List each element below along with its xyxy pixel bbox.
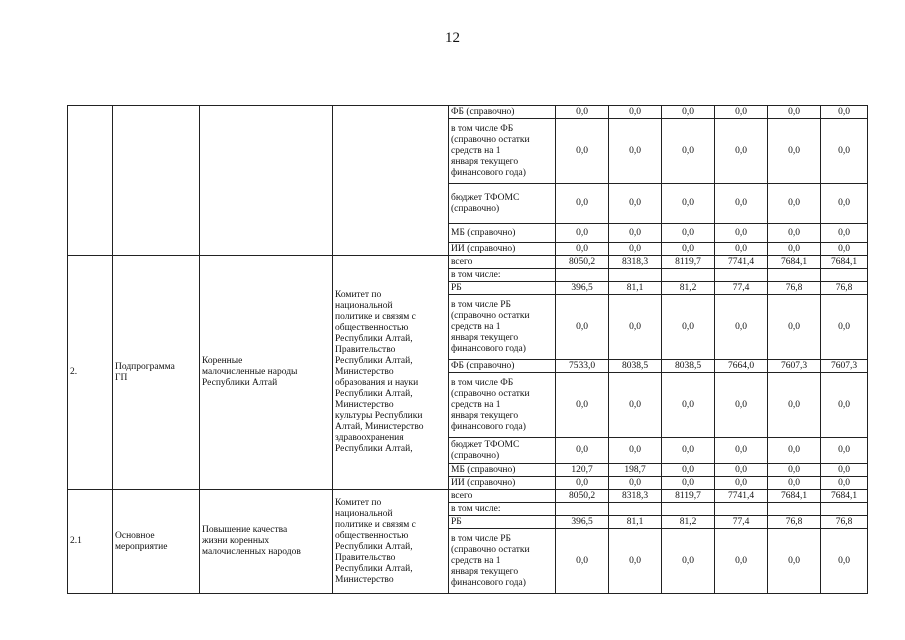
- value-cell: [556, 243, 609, 256]
- value-cell: [715, 269, 768, 282]
- item-type-cell-text: Подпрограмма ГП: [115, 361, 175, 383]
- funding-source-cell: [449, 529, 556, 594]
- item-type-cell: [113, 256, 200, 490]
- value-cell-text: 0,0: [838, 445, 850, 455]
- value-cell: [821, 269, 868, 282]
- value-cell: [821, 106, 868, 119]
- value-cell: [662, 360, 715, 373]
- funding-source-cell: [449, 490, 556, 503]
- value-cell: [662, 243, 715, 256]
- funding-source-cell: [449, 503, 556, 516]
- value-cell: [768, 106, 821, 119]
- value-cell: [768, 516, 821, 529]
- funding-source-cell: [449, 464, 556, 477]
- value-cell: [768, 360, 821, 373]
- value-cell: [556, 282, 609, 295]
- funding-source-cell-text: в том числе ФБ (справочно остатки средств на 1 января текущего финансового года): [451, 377, 530, 432]
- funding-source-cell-text: ИИ (справочно): [451, 243, 516, 254]
- value-cell: [609, 490, 662, 503]
- value-cell: [609, 360, 662, 373]
- value-cell: [715, 282, 768, 295]
- funding-source-cell: [449, 477, 556, 490]
- value-cell-text: 81,1: [626, 516, 644, 527]
- funding-source-cell: [449, 373, 556, 438]
- value-cell-text: 0,0: [576, 198, 588, 208]
- value-cell: [556, 373, 609, 438]
- value-cell: [768, 503, 821, 516]
- value-cell-text: 7684,1: [830, 490, 858, 501]
- value-cell-text: 0,0: [838, 243, 850, 254]
- value-cell-text: 0,0: [576, 477, 588, 488]
- budget-table: [67, 105, 868, 594]
- value-cell: [821, 282, 868, 295]
- value-cell: [715, 119, 768, 184]
- funding-source-cell: [449, 438, 556, 464]
- funding-source-cell-text: всего: [451, 256, 473, 267]
- value-cell: [821, 243, 868, 256]
- value-cell-text: 7684,1: [830, 256, 858, 267]
- funding-source-cell-text: ФБ (справочно): [451, 106, 515, 117]
- value-cell-text: 0,0: [735, 106, 747, 117]
- funding-source-cell: [449, 224, 556, 243]
- item-name-cell: [200, 256, 333, 490]
- value-cell-text: 8119,7: [675, 490, 701, 501]
- table-row: [68, 106, 868, 119]
- value-cell-text: 0,0: [629, 243, 641, 254]
- value-cell: [768, 477, 821, 490]
- value-cell-text: 0,0: [576, 445, 588, 455]
- value-cell-text: 0,0: [788, 445, 800, 455]
- item-name-cell: [200, 490, 333, 594]
- value-cell-text: 0,0: [735, 399, 747, 410]
- value-cell: [556, 529, 609, 594]
- value-cell: [556, 295, 609, 360]
- value-cell: [609, 529, 662, 594]
- value-cell: [609, 295, 662, 360]
- page-number: 12: [445, 30, 460, 46]
- value-cell: [715, 360, 768, 373]
- value-cell-text: 0,0: [576, 321, 588, 332]
- value-cell-text: 81,2: [679, 282, 697, 293]
- value-cell-text: 76,8: [785, 516, 803, 527]
- value-cell: [609, 106, 662, 119]
- value-cell-text: 0,0: [682, 243, 694, 254]
- funding-source-cell-text: ФБ (справочно): [451, 360, 515, 371]
- funding-source-cell: [449, 119, 556, 184]
- value-cell-text: 0,0: [838, 321, 850, 332]
- executor-cell: [333, 256, 449, 490]
- item-name-cell-text: Повышение качества жизни коренных малочисленных народов: [202, 525, 301, 557]
- item-type-cell: [113, 490, 200, 594]
- funding-source-cell-text: МБ (справочно): [451, 227, 516, 238]
- value-cell-text: 0,0: [788, 198, 800, 208]
- value-cell-text: 0,0: [682, 399, 694, 410]
- value-cell-text: 77,4: [732, 516, 750, 527]
- value-cell-text: 8038,5: [621, 360, 649, 371]
- value-cell: [609, 516, 662, 529]
- value-cell-text: 0,0: [629, 445, 641, 455]
- funding-source-cell-text: в том числе РБ (справочно остатки средств на 1 января текущего финансового года): [451, 299, 530, 354]
- item-name-cell: [200, 106, 333, 256]
- value-cell-text: 0,0: [576, 145, 588, 156]
- value-cell: [662, 373, 715, 438]
- value-cell-text: 8038,5: [674, 360, 702, 371]
- value-cell-text: 8318,3: [621, 490, 649, 501]
- table-row: [68, 256, 868, 269]
- value-cell-text: 7664,0: [727, 360, 755, 371]
- table-row: [68, 490, 868, 503]
- value-cell-text: 0,0: [735, 555, 747, 566]
- value-cell-text: 76,8: [835, 516, 853, 527]
- value-cell: [556, 119, 609, 184]
- value-cell: [662, 224, 715, 243]
- value-cell-text: 120,7: [571, 464, 593, 475]
- value-cell: [609, 282, 662, 295]
- value-cell: [609, 256, 662, 269]
- value-cell-text: 0,0: [838, 555, 850, 566]
- value-cell-text: 0,0: [735, 145, 747, 156]
- value-cell: [662, 503, 715, 516]
- value-cell-text: 0,0: [682, 555, 694, 566]
- value-cell-text: 0,0: [838, 227, 850, 238]
- executor-cell: [333, 106, 449, 256]
- value-cell: [715, 256, 768, 269]
- funding-source-cell-text: бюджет ТФОМС (справочно): [451, 192, 520, 214]
- value-cell-text: 0,0: [682, 198, 694, 208]
- value-cell: [609, 119, 662, 184]
- value-cell: [715, 295, 768, 360]
- funding-source-cell: [449, 243, 556, 256]
- value-cell: [662, 438, 715, 464]
- value-cell: [662, 106, 715, 119]
- value-cell: [821, 516, 868, 529]
- value-cell-text: 0,0: [735, 464, 747, 475]
- value-cell: [556, 503, 609, 516]
- funding-source-cell-text: РБ: [451, 282, 462, 293]
- funding-source-cell-text: в том числе:: [451, 503, 501, 514]
- value-cell-text: 396,5: [571, 516, 593, 527]
- value-cell-text: 7741,4: [727, 256, 755, 267]
- value-cell: [768, 269, 821, 282]
- value-cell: [821, 529, 868, 594]
- value-cell-text: 0,0: [788, 321, 800, 332]
- value-cell: [768, 529, 821, 594]
- value-cell-text: 0,0: [838, 399, 850, 410]
- item-type-cell: [113, 106, 200, 256]
- value-cell: [821, 224, 868, 243]
- value-cell-text: 0,0: [838, 145, 850, 156]
- value-cell: [768, 282, 821, 295]
- value-cell-text: 0,0: [629, 399, 641, 410]
- value-cell: [768, 243, 821, 256]
- value-cell-text: 0,0: [576, 555, 588, 566]
- value-cell: [768, 464, 821, 477]
- value-cell: [609, 477, 662, 490]
- value-cell-text: 0,0: [682, 477, 694, 488]
- value-cell: [662, 295, 715, 360]
- value-cell: [768, 373, 821, 438]
- value-cell-text: 0,0: [629, 227, 641, 238]
- funding-source-cell: [449, 184, 556, 224]
- value-cell: [662, 516, 715, 529]
- value-cell-text: 0,0: [735, 198, 747, 208]
- value-cell: [821, 438, 868, 464]
- value-cell: [609, 243, 662, 256]
- value-cell-text: 7607,3: [830, 360, 858, 371]
- value-cell: [821, 184, 868, 224]
- value-cell: [821, 477, 868, 490]
- value-cell-text: 81,1: [626, 282, 644, 293]
- value-cell-text: 76,8: [785, 282, 803, 293]
- value-cell-text: 8050,2: [568, 256, 596, 267]
- funding-source-cell-text: бюджет ТФОМС (справочно): [451, 439, 520, 461]
- value-cell: [556, 477, 609, 490]
- value-cell: [715, 106, 768, 119]
- value-cell: [609, 464, 662, 477]
- value-cell: [556, 438, 609, 464]
- value-cell: [662, 477, 715, 490]
- value-cell-text: 7684,1: [780, 256, 808, 267]
- value-cell-text: 0,0: [788, 145, 800, 156]
- value-cell-text: 0,0: [735, 477, 747, 488]
- value-cell: [715, 464, 768, 477]
- value-cell-text: 0,0: [576, 243, 588, 254]
- value-cell: [715, 243, 768, 256]
- value-cell: [768, 295, 821, 360]
- value-cell: [662, 184, 715, 224]
- value-cell-text: 0,0: [788, 243, 800, 254]
- value-cell: [609, 438, 662, 464]
- funding-source-cell-text: РБ: [451, 516, 462, 527]
- value-cell: [609, 269, 662, 282]
- value-cell: [556, 106, 609, 119]
- value-cell-text: 0,0: [838, 106, 850, 117]
- value-cell-text: 0,0: [682, 445, 694, 455]
- value-cell: [609, 184, 662, 224]
- value-cell: [768, 224, 821, 243]
- value-cell: [821, 295, 868, 360]
- value-cell-text: 0,0: [682, 106, 694, 117]
- value-cell-text: 0,0: [629, 321, 641, 332]
- value-cell: [556, 269, 609, 282]
- executor-cell: [333, 490, 449, 594]
- value-cell-text: 7741,4: [727, 490, 755, 501]
- executor-cell-text: Комитет по национальной политике и связям с общественностью Республики Алтай, Правительство Республики Алтай, Министерство образования и науки Республики Алтай, Министерство культуры Республики Алтай, Министерство здравоохранения Республики Алтай,: [335, 290, 424, 454]
- value-cell-text: 8318,3: [621, 256, 649, 267]
- funding-source-cell: [449, 295, 556, 360]
- value-cell: [662, 529, 715, 594]
- value-cell-text: 7684,1: [780, 490, 808, 501]
- value-cell: [715, 224, 768, 243]
- value-cell: [715, 373, 768, 438]
- value-cell-text: 0,0: [735, 445, 747, 455]
- value-cell-text: 0,0: [838, 464, 850, 475]
- value-cell: [821, 373, 868, 438]
- value-cell-text: 0,0: [788, 464, 800, 475]
- value-cell: [768, 438, 821, 464]
- value-cell-text: 8050,2: [568, 490, 596, 501]
- value-cell-text: 0,0: [838, 477, 850, 488]
- value-cell-text: 198,7: [624, 464, 646, 475]
- value-cell: [662, 269, 715, 282]
- funding-source-cell: [449, 282, 556, 295]
- value-cell-text: 0,0: [576, 227, 588, 238]
- item-type-cell-text: Основное мероприятие: [115, 530, 168, 552]
- value-cell-text: 0,0: [838, 198, 850, 208]
- item-number-cell: [68, 490, 113, 594]
- item-number-cell-text: 2.: [70, 367, 78, 377]
- value-cell-text: 0,0: [682, 321, 694, 332]
- value-cell: [715, 503, 768, 516]
- value-cell-text: 0,0: [576, 106, 588, 117]
- value-cell-text: 0,0: [735, 321, 747, 332]
- value-cell: [768, 256, 821, 269]
- funding-source-cell: [449, 360, 556, 373]
- value-cell: [821, 490, 868, 503]
- value-cell-text: 0,0: [788, 227, 800, 238]
- value-cell-text: 0,0: [788, 106, 800, 117]
- value-cell-text: 0,0: [682, 464, 694, 475]
- value-cell-text: 8119,7: [675, 256, 701, 267]
- value-cell-text: 0,0: [629, 198, 641, 208]
- value-cell-text: 0,0: [735, 227, 747, 238]
- value-cell-text: 81,2: [679, 516, 697, 527]
- funding-source-cell: [449, 269, 556, 282]
- value-cell-text: 0,0: [788, 555, 800, 566]
- value-cell: [768, 119, 821, 184]
- value-cell: [556, 360, 609, 373]
- funding-source-cell: [449, 106, 556, 119]
- value-cell-text: 0,0: [682, 145, 694, 156]
- item-name-cell-text: Коренные малочисленные народы Республики Алтай: [202, 356, 298, 388]
- value-cell-text: 0,0: [629, 106, 641, 117]
- funding-source-cell: [449, 256, 556, 269]
- value-cell: [556, 184, 609, 224]
- value-cell-text: 7533,0: [568, 360, 596, 371]
- value-cell: [715, 516, 768, 529]
- funding-source-cell-text: в том числе:: [451, 269, 501, 280]
- value-cell: [768, 490, 821, 503]
- value-cell: [662, 282, 715, 295]
- value-cell: [821, 360, 868, 373]
- value-cell: [556, 516, 609, 529]
- value-cell: [662, 256, 715, 269]
- funding-source-cell-text: ИИ (справочно): [451, 477, 516, 488]
- value-cell: [715, 490, 768, 503]
- value-cell-text: 396,5: [571, 282, 593, 293]
- item-number-cell-text: 2.1: [70, 536, 82, 546]
- value-cell: [556, 256, 609, 269]
- executor-cell-text: Комитет по национальной политике и связям с общественностью Республики Алтай, Правительство Республики Алтай, Министерство: [335, 497, 416, 585]
- value-cell-text: 0,0: [629, 477, 641, 488]
- funding-source-cell: [449, 516, 556, 529]
- value-cell-text: 76,8: [835, 282, 853, 293]
- value-cell-text: 77,4: [732, 282, 750, 293]
- item-number-cell: [68, 256, 113, 490]
- value-cell-text: 0,0: [629, 145, 641, 156]
- value-cell: [609, 503, 662, 516]
- value-cell: [556, 490, 609, 503]
- value-cell: [715, 184, 768, 224]
- funding-source-cell-text: МБ (справочно): [451, 464, 516, 475]
- value-cell: [715, 529, 768, 594]
- funding-source-cell-text: всего: [451, 490, 473, 501]
- value-cell: [609, 224, 662, 243]
- value-cell: [609, 373, 662, 438]
- funding-source-cell-text: в том числе РБ (справочно остатки средств на 1 января текущего финансового года): [451, 533, 530, 588]
- value-cell-text: 0,0: [788, 399, 800, 410]
- value-cell: [662, 464, 715, 477]
- value-cell: [715, 438, 768, 464]
- value-cell: [556, 224, 609, 243]
- value-cell: [768, 184, 821, 224]
- value-cell-text: 7607,3: [780, 360, 808, 371]
- value-cell: [821, 256, 868, 269]
- value-cell: [821, 464, 868, 477]
- value-cell: [662, 490, 715, 503]
- value-cell-text: 0,0: [682, 227, 694, 238]
- value-cell: [556, 464, 609, 477]
- value-cell-text: 0,0: [735, 243, 747, 254]
- value-cell: [715, 477, 768, 490]
- value-cell-text: 0,0: [576, 399, 588, 410]
- item-number-cell: [68, 106, 113, 256]
- value-cell: [821, 503, 868, 516]
- value-cell: [662, 119, 715, 184]
- value-cell: [821, 119, 868, 184]
- funding-source-cell-text: в том числе ФБ (справочно остатки средств на 1 января текущего финансового года): [451, 123, 530, 178]
- value-cell-text: 0,0: [629, 555, 641, 566]
- value-cell-text: 0,0: [788, 477, 800, 488]
